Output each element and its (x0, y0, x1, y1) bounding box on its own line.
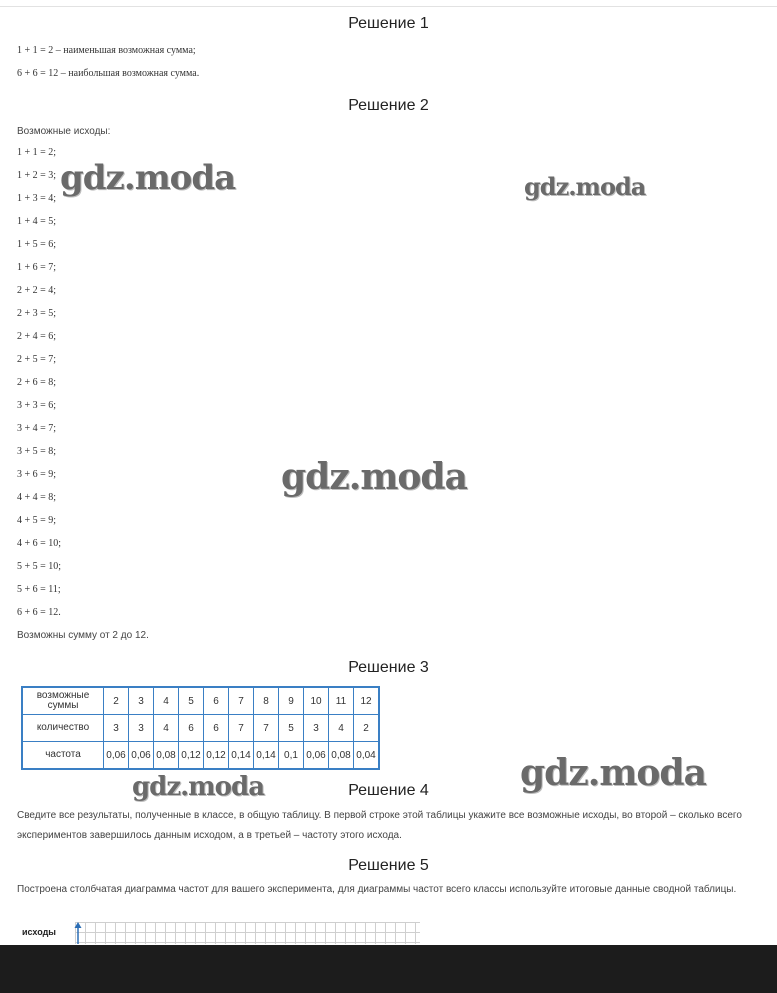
table-row (22, 687, 379, 715)
outcome-item: 4 + 5 = 9; (17, 515, 57, 526)
table-cell: 5 (279, 715, 304, 742)
row-label: количество (22, 715, 104, 742)
chart-grid (75, 922, 420, 944)
outcome-item: 2 + 2 = 4; (17, 285, 57, 296)
table-cell: 0,06 (129, 742, 154, 770)
chart-fragment (20, 922, 420, 944)
table-cell: 0,08 (154, 742, 179, 770)
table-cell: 2 (104, 687, 129, 715)
table-row (22, 715, 379, 742)
outcome-item: 2 + 4 = 6; (17, 331, 57, 342)
watermark: gdz.moda (132, 772, 265, 802)
outcome-item: 4 + 6 = 10; (17, 538, 62, 549)
outcome-item: 1 + 6 = 7; (17, 262, 57, 273)
table-cell: 0,04 (354, 742, 380, 770)
outcome-item: 1 + 4 = 5; (17, 216, 57, 227)
watermark: gdz.moda (281, 456, 467, 498)
axis-arrow-icon (73, 922, 83, 944)
table-cell: 5 (179, 687, 204, 715)
watermark: gdz.moda (60, 158, 236, 198)
outcome-item: 5 + 5 = 10; (17, 561, 62, 572)
table-cell: 4 (154, 687, 179, 715)
table-cell: 10 (304, 687, 329, 715)
table-cell: 0,14 (229, 742, 254, 770)
solution-2-heading: Решение 2 (348, 97, 429, 114)
outcome-item: 3 + 4 = 7; (17, 423, 57, 434)
watermark: gdz.moda (524, 172, 646, 201)
outcome-item: 6 + 6 = 12. (17, 607, 61, 618)
table-cell: 7 (229, 687, 254, 715)
table-cell: 0,12 (179, 742, 204, 770)
outcome-item: 3 + 5 = 8; (17, 446, 57, 457)
table-cell: 3 (104, 715, 129, 742)
outcome-item: 2 + 5 = 7; (17, 354, 57, 365)
solution-1-line: 1 + 1 = 2 – наименьшая возможная сумма; (17, 45, 196, 56)
chart-axis-label: исходы (22, 927, 56, 937)
outcome-item: 4 + 4 = 8; (17, 492, 57, 503)
solution-3-heading: Решение 3 (348, 659, 429, 676)
table-cell: 0,06 (304, 742, 329, 770)
table-cell: 0,08 (329, 742, 354, 770)
outcome-item: 1 + 2 = 3; (17, 170, 57, 181)
table-cell: 3 (129, 687, 154, 715)
table-cell: 4 (329, 715, 354, 742)
table-cell: 12 (354, 687, 380, 715)
solution-4-heading: Решение 4 (348, 782, 429, 799)
frequency-table (21, 686, 380, 770)
outcome-item: 2 + 3 = 5; (17, 308, 57, 319)
bottom-bar (0, 945, 777, 993)
outcome-item: 1 + 5 = 6; (17, 239, 57, 250)
outcome-item: 5 + 6 = 11; (17, 584, 61, 595)
row-label: возможные суммы (22, 687, 104, 715)
table-cell: 0,12 (204, 742, 229, 770)
table-cell: 2 (354, 715, 380, 742)
outcome-item: 3 + 3 = 6; (17, 400, 57, 411)
table-cell: 9 (279, 687, 304, 715)
table-cell: 6 (179, 715, 204, 742)
solution-2-conclusion: Возможны сумму от 2 до 12. (17, 630, 149, 641)
outcome-item: 1 + 3 = 4; (17, 193, 57, 204)
table-cell: 6 (204, 715, 229, 742)
table-cell: 4 (154, 715, 179, 742)
watermark: gdz.moda (520, 752, 706, 794)
table-cell: 7 (229, 715, 254, 742)
solution-5-text: Построена столбчатая диаграмма частот для вашего эксперимента, для диаграммы частот всего классы используйте итоговые данные сводной таблицы. (17, 884, 737, 895)
row-label: частота (22, 742, 104, 770)
table-cell: 3 (304, 715, 329, 742)
table-cell: 0,14 (254, 742, 279, 770)
solution-4-text: Сведите все результаты, полученные в классе, в общую таблицу. В первой строке этой таблицы укажите все возможные исходы, во второй – сколько всего экспериментов завершилось данным исходом, а в третьей – частоту этого исхода. (17, 810, 742, 841)
table-cell: 6 (204, 687, 229, 715)
top-divider (0, 6, 777, 7)
solution-1-line: 6 + 6 = 12 – наибольшая возможная сумма. (17, 68, 200, 79)
outcome-item: 3 + 6 = 9; (17, 469, 57, 480)
table-cell: 0,06 (104, 742, 129, 770)
table-cell: 3 (129, 715, 154, 742)
table-cell: 11 (329, 687, 354, 715)
outcome-item: 1 + 1 = 2; (17, 147, 57, 158)
solution-2-intro: Возможные исходы: (17, 126, 111, 137)
solution-1-heading: Решение 1 (348, 15, 429, 32)
solution-5-heading: Решение 5 (348, 857, 429, 874)
outcome-item: 2 + 6 = 8; (17, 377, 57, 388)
table-row (22, 742, 379, 770)
table-cell: 8 (254, 687, 279, 715)
table-cell: 7 (254, 715, 279, 742)
table-cell: 0,1 (279, 742, 304, 770)
